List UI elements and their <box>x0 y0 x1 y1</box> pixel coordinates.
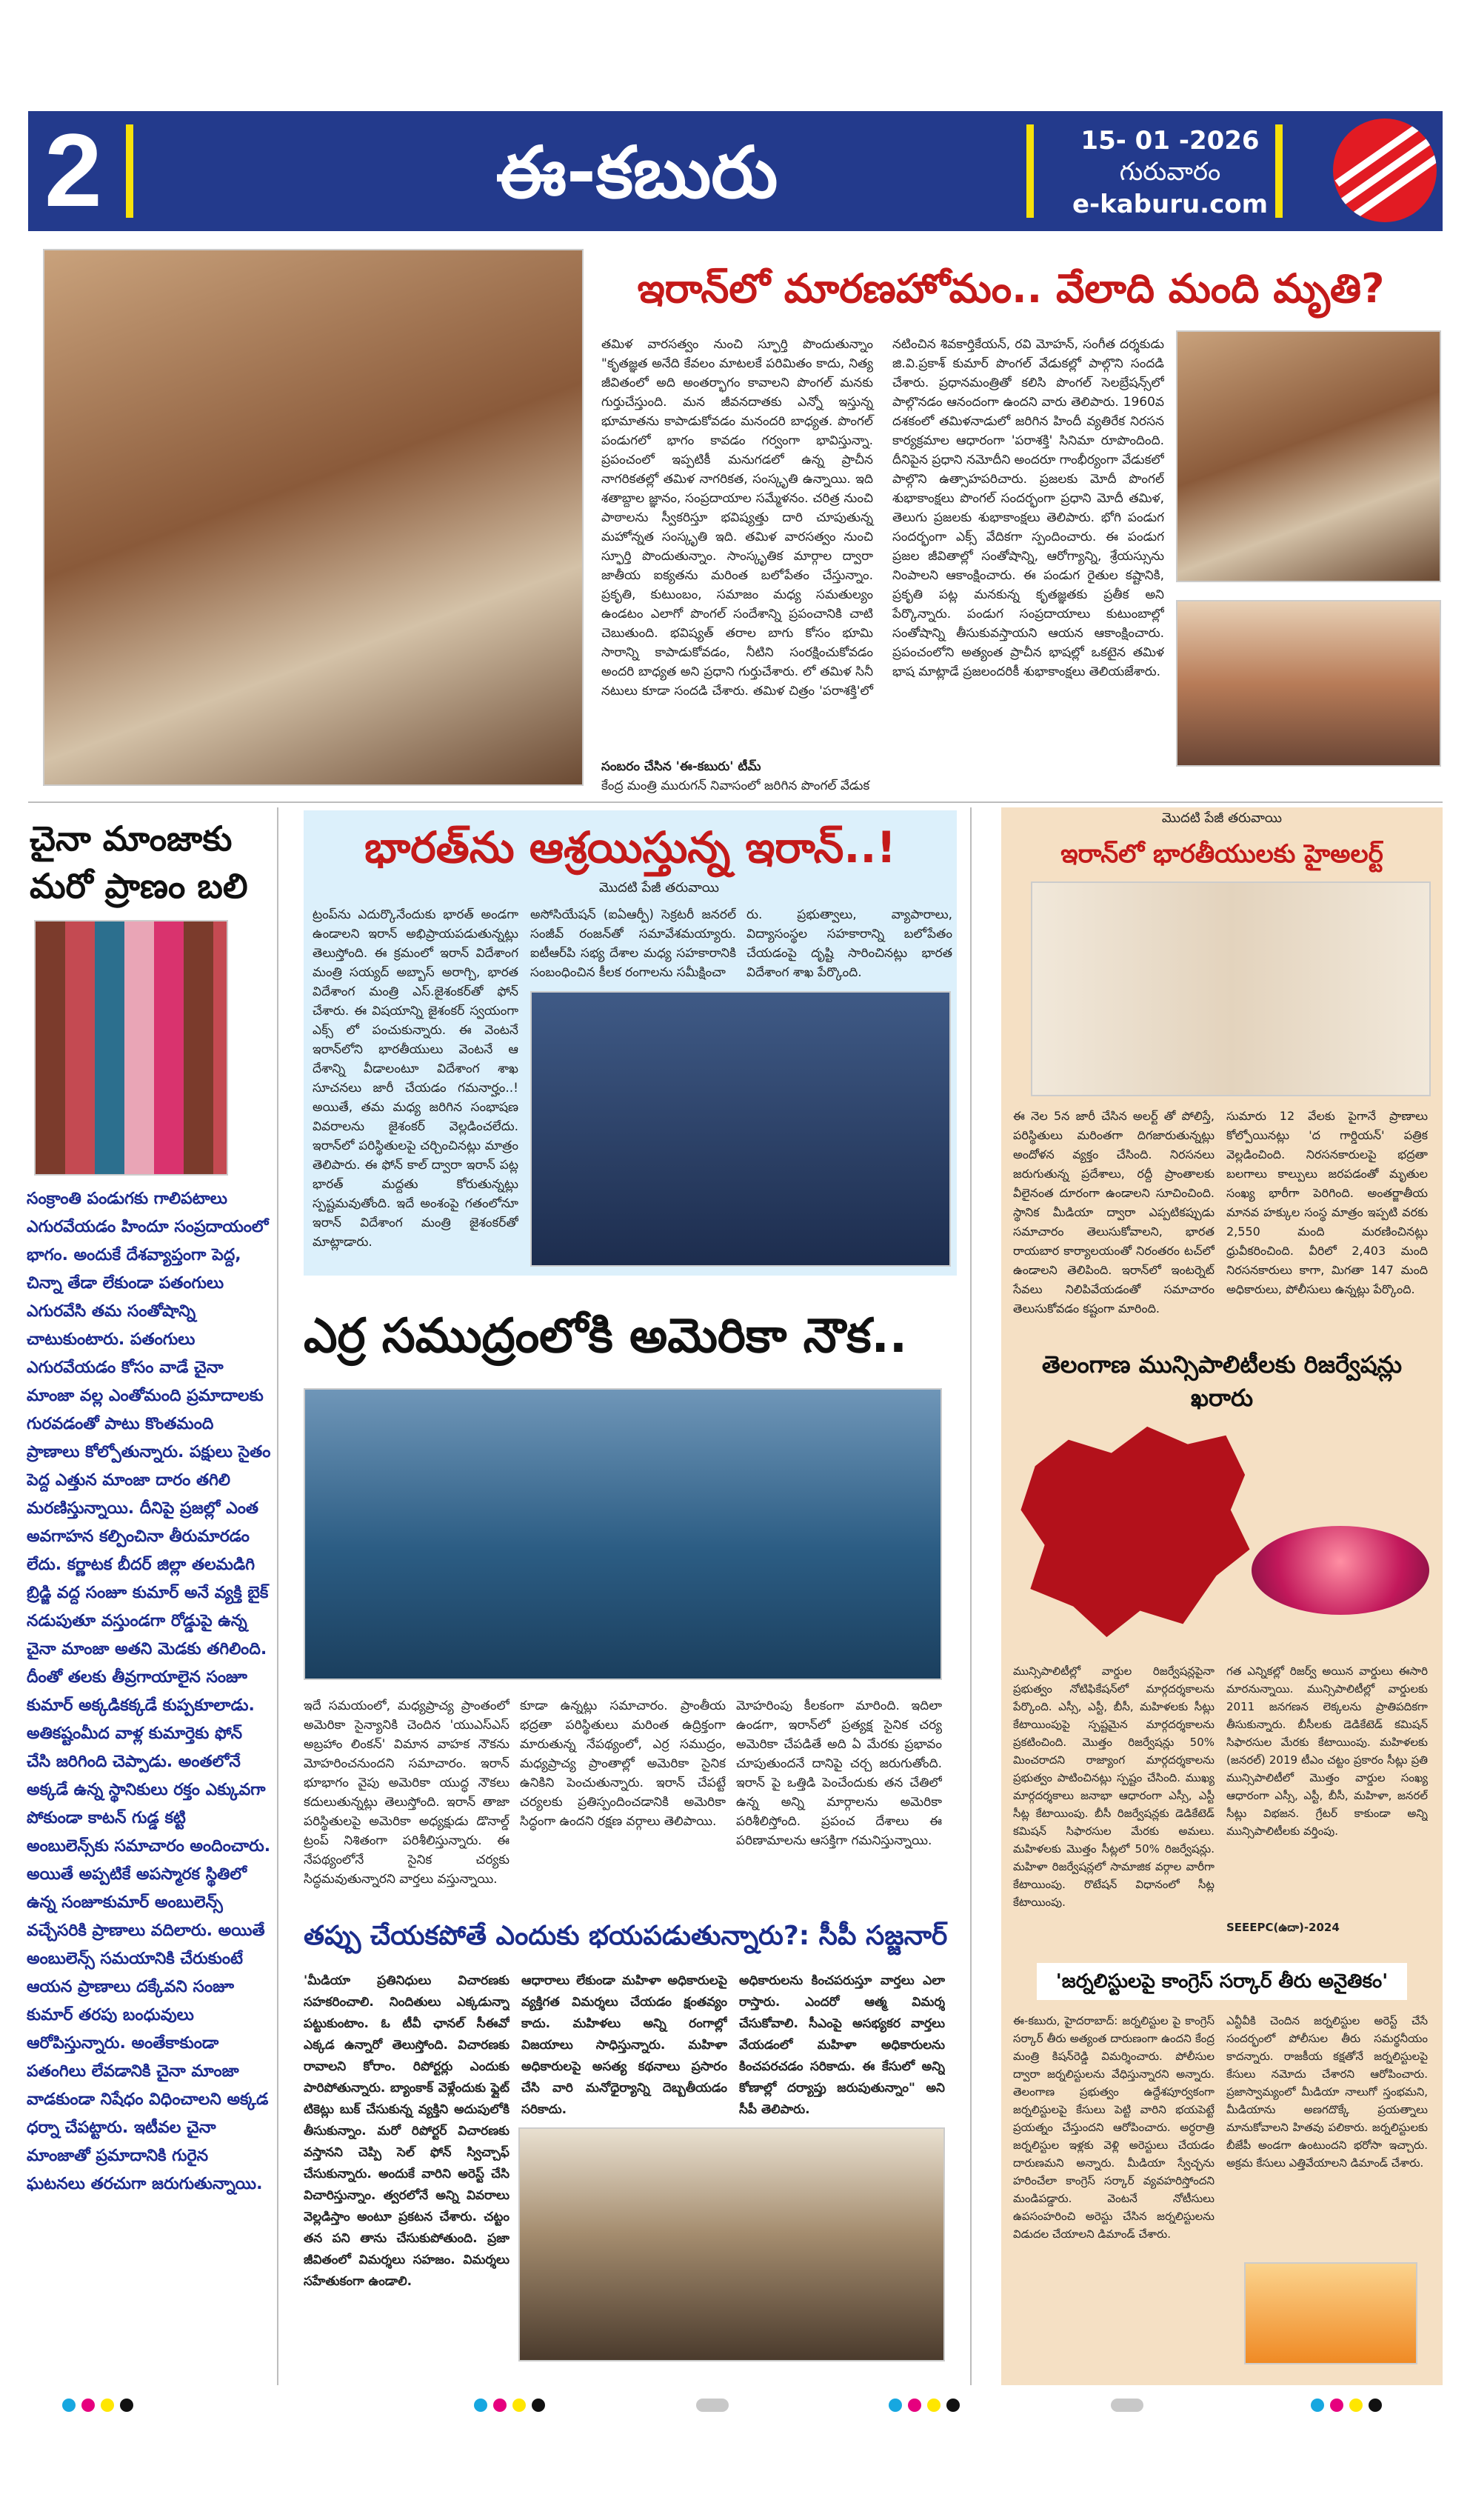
masthead-divider <box>126 124 133 218</box>
continued-tag: మొదటి పేజీ తరువాయి <box>1161 810 1283 826</box>
e-kaburu-logo-icon <box>1333 119 1437 222</box>
top-story-body: తమిళ వారసత్వం నుంచి స్ఫూర్తి పొందుతున్నాం "కృతజ్ఞత అనేది కేవలం మాటలకే పరిమితం కాదు, నిత్య జీవితంలో అది అంతర్భాగం కావాలని పొంగల్ మనకు గుర్తుచేస్తుంది. మన జీవనదాతకు ఎన్నో ఇస్తున్న భూమాతను కాపాడుకోవడం మనందరి బాధ్యత. పొంగల్ పండుగలో భాగం కావడం గర్వంగా భావిస్తున్నా. ప్రపంచంలో ఇప్పటికీ మనుగడలో ఉన్న ప్రాచీన నాగరికతల్లో తమిళ నాగరికత, సంస్కృతి ఉన్నాయి. ఇది శతాబ్దాల జ్ఞానం, సంప్రదాయాల సమ్మేళనం. చరిత్ర నుంచి పాఠాలను స్వీకరిస్తూ భవిష్యత్తు దారి చూపుతున్న మహోన్నత సంస్కృతి ఇది. తమిళ వారసత్వం నుంచి స్ఫూర్తి పొందుతున్నాం. సాంస్కృతిక మార్గాల ద్వారా జాతీయ ఐక్యతను మరింత బలోపేతం చేస్తున్నాం. ప్రకృతి, కుటుంబం, సమాజం మధ్య సమతుల్యం ఉండటం ఎలాగో పొంగల్ సందేశాన్ని ప్రపంచానికి చాటి చెబుతుంది. భవిష్యత్ తరాల బాగు కోసం భూమి సారాన్ని కాపాడుకోవడం, నీటిని సంరక్షించుకోవడం అందరి బాధ్యత అని ప్రధాని గుర్తుచేశారు. లో తమిళ సినీ నటులు కూడా సందడి చేశారు. తమిళ చిత్రం 'పరాశక్తి'లో నటించిన శివకార్తికేయన్, రవి మోహన్, సంగీత దర్శకుడు జి.వి.ప్రకాశ్ కుమార్ పొంగల్ వేడుకల్లో పాల్గొని సందడి చేశారు. ప్రధానమంత్రితో కలిసి పొంగల్ సెలబ్రేషన్స్‌లో పాల్గొనడం ఆనందంగా ఉందని వారు తెలిపారు. 1960వ దశకంలో తమిళనాడులో జరిగిన హిందీ వ్యతిరేక నిరసన కార్యక్రమాల ఆధారంగా 'పరాశక్తి' సినిమా రూపొందింది. దీనిపైన ప్రధాని నమోదీని అందరూ గాంభీర్యంగా వేడుకలో పాల్గొని ఉత్సాహపరిచారు. ప్రజలకు మోదీ పొంగల్ శుభాకాంక్షలు పొంగల్ సందర్భంగా ప్రధాని మోదీ తమిళ, తెలుగు ప్రజలకు శుభాకాంక్షలు తెలిపారు. భోగి పండుగ సందర్భంగా ఎక్స్ వేదికగా స్పందించారు. ఈ పండుగ ప్రజల జీవితాల్లో సంతోషాన్ని, ఆరోగ్యాన్ని, శ్రేయస్సును నింపాలని ఆకాంక్షించారు. ఈ పండుగ రైతుల కష్టానికి, ప్రకృతి పట్ల మనకున్న కృతజ్ఞతకు ప్రతీక అని పేర్కొన్నారు. పండుగ సంప్రదాయాలు కుటుంబాల్లో సంతోషాన్ని తీసుకువస్తాయని ఆయన ఆకాంక్షించారు. ప్రపంచంలోని అత్యంత ప్రాచీన భాషల్లో ఒకటైన తమిళ భాష మాట్లాడే ప్రజలందరికీ శుభాకాంక్షలు తెలియజేశారు. <box>601 337 1164 699</box>
registration-marks <box>474 2399 545 2412</box>
sajjanar-col1: 'మీడియా ప్రతినిధులు విచారణకు సహకరించాలి. నిందితులు ఎక్కడున్నా పట్టుకుంటాం. ఓ టీవీ ఛానల్ సీఈవో ఎక్కడ ఉన్నారో తెలుస్తోంది. విచారణకు రావాలని కోరాం. రిపోర్టర్లు ఎందుకు పారిపోతున్నారు. బ్యాంకాక్ వెళ్లేందుకు ఫ్లైట్ టికెట్లు బుక్ చేసుకున్న వ్యక్తిని అదుపులోకి తీసుకున్నాం. మరో రిపోర్టర్ విచారణకు వస్తానని చెప్పి సెల్ ఫోన్ స్విచ్చాఫ్ చేసుకున్నారు. అందుకే వారిని అరెస్ట్ చేసి విచారిస్తున్నాం. త్వరలోనే అన్ని వివరాలు వెల్లడిస్తాం అంటూ ప్రకటన చేశారు. చట్టం తన పని తాను చేసుకుపోతుంది. ప్రజా జీవితంలో విమర్శలు సహజం. విమర్శలు సహేతుకంగా ఉండాలి. <box>304 1973 510 2289</box>
page-number: 2 <box>44 112 102 228</box>
china-manja-body: సంక్రాంతి పండుగకు గాలిపటాలు ఎగురవేయడం హిందూ సంప్రదాయంలో భాగం. అందుకే దేశవ్యాప్తంగా పెద్ద, చిన్నా తేడా లేకుండా పతంగులు ఎగురవేసి తమ సంతోషాన్ని చాటుకుంటారు. పతంగులు ఎగురవేయడం కోసం వాడే చైనా మాంజా వల్ల ఎంతోమంది ప్రమాదాలకు గురవడంతో పాటు కొంతమంది ప్రాణాలు కోల్పోతున్నారు. పక్షులు సైతం పెద్ద ఎత్తున మాంజా దారం తగిలి మరణిస్తున్నాయి. దీనిపై ప్రజల్లో ఎంత అవగాహన కల్పించినా తీరుమారడం లేదు. కర్ణాటక బీదర్ జిల్లా తలమడిగి బ్రిడ్జి వద్ద సంజూ కుమార్ అనే వ్యక్తి బైక్ నడుపుతూ వస్తుండగా రోడ్డుపై ఉన్న చైనా మాంజా అతని మెడకు తగిలింది. దీంతో తలకు తీవ్రగాయాలైన సంజూ కుమార్ అక్కడికక్కడే కుప్పకూలాడు. అతికష్టంమీద వాళ్ల కుమార్తెకు ఫోన్ చేసి జరిగింది చెప్పాడు. అంతలోనే అక్కడే ఉన్న స్థానికులు రక్తం ఎక్కువగా పోకుండా కాటన్ గుడ్డ కట్టి అంబులెన్స్‌కు సమాచారం అందించారు. అయితే అప్పటికే అపస్మారక స్థితిలో ఉన్న సంజూకుమార్ అంబులెన్స్ వచ్చేసరికి ప్రాణాలు వదిలారు. అయితే అంబులెన్స్ సమయానికి చేరుకుంటే ఆయన ప్రాణాలు దక్కేవని సంజూ కుమార్ తరపు బంధువులు ఆరోపిస్తున్నారు. అంతేకాకుండా పతంగిలు లేవడానికి చైనా మాంజా వాడకుండా నిషేధం విధించాలని అక్కడ ధర్నా చేపట్టారు. ఇటీవల చైనా మాంజాతో ప్రమాదానికి గురైన ఘటనలు తరచుగా జరుగుతున్నాయి. <box>27 1190 271 2193</box>
issue-day: గురువారం <box>1119 157 1221 187</box>
seat-ratio: SEEEPC(ఉదా)-2024 <box>1226 1921 1340 1934</box>
modi-cow-photo <box>1176 330 1441 582</box>
registration-marks <box>696 2399 729 2412</box>
china-manja-headline: చైనా మాంజాకు మరో ప్రాణం బలి <box>30 819 248 906</box>
us-navy-col1: ఇదే సమయంలో, మధ్యప్రాచ్య ప్రాంతంలో అమెరికా సైన్యానికి చెందిన 'యుఎస్ఎస్ అబ్రహాం లింకన్' విమాన వాహక నౌకను మోహరించనుందని సమాచారం. ఇరాన్ భూభాగం వైపు అమెరికా యుద్ధ నౌకలు కదులుతున్నట్లు తెలుస్తోంది. ఇరాన్ తాజా పరిస్థితులపై అమెరికా అధ్యక్షుడు డొనాల్డ్ ట్రంప్ నిశితంగా పరిశీలిస్తున్నారు. ఈ నేపథ్యంలోనే సైనిక చర్యకు సిద్ధమవుతున్నారని వార్తలు వస్తున్నాయి. <box>304 1699 510 1887</box>
masthead-divider <box>1026 124 1034 218</box>
iran-india-col3: రు. ప్రభుత్వాలు, వ్యాపారాలు, విద్యాసంస్థల సహకారాన్ని బలోపేతం చేయడంపై దృష్టి సారించినట్లు భారత విదేశాంగ శాఖ పేర్కొంది. <box>746 907 952 980</box>
brand-title: ఈ-కబురు <box>495 131 778 214</box>
issue-date: 15- 01 -2026 <box>1080 126 1260 156</box>
registration-marks <box>1311 2399 1382 2412</box>
sajjanar-col3: అధికారులను కించపరుస్తూ వార్తలు ఎలా రాస్తారు. ఎందరో ఆత్మ విమర్శ చేసుకోవాలి. సీఎంపై అసభ్యకర వార్తలు వేయడంలో మహిళా అధికారులను కించపరచడం సరికాదు. ఈ కేసులో అన్ని కోణాల్లో దర్యాప్తు జరుపుతున్నాం" అని సీపీ తెలిపారు. <box>739 1973 945 2117</box>
column-divider <box>970 807 972 2385</box>
top-story-caption: కేంద్ర మంత్రి మురుగన్ నివాసంలో జరిగిన పొంగల్ వేడుక <box>601 779 870 793</box>
iran-alert-col1: ఈ నెల 5న జారీ చేసిన అలర్ట్ తో పోలిస్తే, పరిస్థితులు మరింతగా దిగజారుతున్నట్లు అందోళన వ్యక్తం చేసింది. నిరసనలు జరుగుతున్న ప్రదేశాలు, రద్దీ ప్రాంతాలకు వీలైనంత దూరంగా ఉండాలని సూచించింది. స్థానిక మీడియా ద్వారా ఎప్పటికప్పుడు సమాచారం తెలుసుకోవాలని, భారత రాయబార కార్యాలయంతో నిరంతరం టచ్‌లో ఉండాలని తెలిపింది. ఇరాన్‌లో ఇంటర్నెట్ సేవలు నిలిపివేయడంతో సమాచారం తెలుసుకోవడం కష్టంగా మారింది. <box>1013 1109 1215 1316</box>
telangana-headline: తెలంగాణ మున్సిపాలిటీలకు రిజర్వేషన్లు ఖరారు <box>1041 1350 1403 1412</box>
telangana-col1: మున్సిపాలిటీల్లో వార్డుల రిజర్వేషన్లపైనా ప్రభుత్వం నోటిఫికేషన్‌లో మార్గదర్శకాలను పేర్కొంది. ఎస్సీ, ఎస్టీ, బీసీ, మహిళలకు సీట్లు కేటాయింపుపై స్పష్టమైన మార్గదర్శకాలను ప్రకటించింది. మొత్తం రిజర్వేషన్లు 50% మించరాదని రాజ్యాంగ మార్గదర్శకాలను ప్రభుత్వం పాటించినట్లు స్పష్టం చేసింది. ముఖ్య మార్గదర్శకాలు జనాభా ఆధారంగా ఎస్సీ, ఎస్టీ సీట్ల కేటాయింపు. బీసీ రిజర్వేషన్లకు డెడికేటెడ్ కమిషన్ సిఫారసుల మేరకు అమలు. మహిళలకు మొత్తం సీట్లలో 50% రిజర్వేషన్లు. మహిళా రిజర్వేషన్లలో సామాజిక వర్గాల వారీగా కేటాయింపు. రొటేషన్ విధానంలో సీట్ల కేటాయింపు. <box>1013 1664 1215 1909</box>
manja-threads-photo <box>34 920 228 1176</box>
column-divider <box>277 807 278 2385</box>
us-navy-headline: ఎర్ర సముద్రంలోకి అమెరికా నౌక.. <box>304 1309 908 1364</box>
iran-india-headline: భారత్‌ను ఆశ్రయిస్తున్న ఇరాన్..! <box>364 822 896 873</box>
journalists-col1: ఈ-కబురు, హైదరాబాద్: జర్నలిస్టుల పై కాంగ్రెస్ సర్కార్ తీరు అత్యంత దారుణంగా ఉందని కేంద్ర మంత్రి కిషన్‌రెడ్డి విమర్శించారు. పోలీసుల ద్వారా జర్నలిస్టులను వేధిస్తున్నారని అన్నారు. తెలంగాణ ప్రభుత్వం ఉద్దేశపూర్వకంగా జర్నలిస్టులపై కేసులు పెట్టి వారిని భయపెట్టే ప్రయత్నం చేస్తుందని ఆరోపించారు. అర్ధరాత్రి జర్నలిస్టుల ఇళ్లకు వెళ్లి అరెస్టులు చేయడం దారుణమని అన్నారు. మీడియా స్వేచ్ఛను హరించేలా కాంగ్రెస్ సర్కార్ వ్యవహరిస్తోందని మండిపడ్డారు. వెంటనే నోటీసులు ఉపసంహరించి అరెస్టు చేసిన జర్నలిస్టులను విడుదల చేయాలని డిమాండ్ చేశారు. <box>1013 2014 1215 2241</box>
iran-india-col2: అసోసియేషన్ (ఐఏఆర్పీ) సెక్రటరీ జనరల్ సంజీవ్ రంజన్‌తో సమావేశమయ్యారు. ఐటీఆర్‌పి సభ్య దేశాల మధ్య సహకారానికి సంబంధించిన కీలక రంగాలను సమీక్షించా <box>530 907 736 980</box>
sajjanar-headline: తప్పు చేయకపోతే ఎందుకు భయపడుతున్నారు?: సీపీ సజ్జనార్ <box>304 1921 948 1951</box>
telangana-col2: గత ఎన్నికల్లో రిజర్వ్ అయిన వార్డులు ఈసారి మారనున్నాయి. మున్సిపాలిటీల్లో వార్డులకు 2011 జనగణన లెక్కలను ప్రాతిపదికగా తీసుకున్నారు. బీసీలకు డెడికేటెడ్ కమిషన్ సిఫారసుల మేరకు కేటాయింపు. మహిళలకు (జనరల్) 2019 టీఎం చట్టం ప్రకారం సీట్లు ప్రతి మున్సిపాలిటీలో మొత్తం వార్డుల సంఖ్య ఆధారంగా ఎస్సీ, ఎస్టీ, బీసీ, మహిళా, జనరల్ సీట్లు విభజన. గ్రేటర్ కాకుండా అన్ని మున్సిపాలిటీలకు వర్తింపు. <box>1226 1664 1428 1838</box>
ministers-handshake-photo <box>530 991 951 1267</box>
registration-marks <box>62 2399 133 2412</box>
journalists-col2: ఎన్టీవీకి చెందిన జర్నలిస్టుల అరెస్ట్ చేసే సందర్భంలో పోలీసుల తీరు సమర్థనీయం కాదన్నారు. రాజకీయ కక్షతోనే జర్నలిస్టులపై కేసులు నమోదు చేశారని ఆరోపించారు. ప్రజాస్వామ్యంలో మీడియా నాలుగో స్తంభమని, మీడియాను అణగదొక్కే ప్రయత్నాలు మానుకోవాలని హితవు పలికారు. జర్నలిస్టులకు బీజేపీ అండగా ఉంటుందని భరోసా ఇచ్చారు. అక్రమ కేసులు ఎత్తివేయాలని డిమాండ్ చేశారు. <box>1226 2014 1428 2170</box>
event-audience-photo <box>1176 600 1441 767</box>
kishan-reddy-photo <box>1244 2262 1417 2364</box>
sajjanar-col2: ఆధారాలు లేకుండా మహిళా అధికారులపై వ్యక్తిగత విమర్శలు చేయడం క్షంతవ్యం కాదు. మహిళలు అన్ని రంగాల్లో విజయాలు సాధిస్తున్నారు. మహిళా అధికారులపై అసత్య కథనాలు ప్రసారం చేసి వారి మనోధైర్యాన్ని దెబ్బతీయడం సరికాదు. <box>521 1973 727 2117</box>
us-navy-col3: మోహరింపు కీలకంగా మారింది. ఇదిలా ఉండగా, ఇరాన్‌లో ప్రత్యక్ష సైనిక చర్య అమెరికా చేపడితే అది ఏ మేరకు ప్రభావం చూపుతుందనే దానిపై చర్చ జరుగుతోంది. ఇరాన్ పై ఒత్తిడి పెంచేందుకు తన చేతిలో ఉన్న అన్ని మార్గాలను అమెరికా పరిశీలిస్తోంది. ప్రపంచ దేశాలు ఈ పరిణామాలను ఆసక్తిగా గమనిస్తున్నాయి. <box>736 1699 942 1848</box>
iran-alert-col2: సుమారు 12 వేలకు పైగానే ప్రాణాలు కోల్పోయినట్లు 'ద గార్డియన్' పత్రిక వెల్లడించింది. నిరసనకారులపై భద్రతా బలగాలు కాల్పులు జరపడంతో మృతుల సంఖ్య భారీగా పెరిగింది. అంతర్జాతీయ మానవ హక్కుల సంస్థ మాత్రం ఇప్పటి వరకు 2,550 మంది మరణించినట్లు ధ్రువీకరించింది. వీరిలో 2,403 మంది నిరసనకారులు కాగా, మిగతా 147 మంది అధికారులు, పోలీసులు ఉన్నట్లు పేర్కొంది. <box>1226 1109 1428 1296</box>
us-navy-col2: కూడా ఉన్నట్లు సమాచారం. ప్రాంతీయ భద్రతా పరిస్థితులు మరింత ఉద్రిక్తంగా మారుతున్న నేపథ్యంలో, ఎర్ర సముద్రం, మధ్యప్రాచ్య ప్రాంతాల్లో అమెరికా సైనిక ఉనికిని పెంచుతున్నారు. ఇరాన్ చేపట్టే చర్యలకు ప్రతిస్పందించడానికి అమెరికా సిద్ధంగా ఉందని రక్షణ వర్గాలు తెలిపాయి. <box>520 1699 726 1829</box>
iran-alert-headline: ఇరాన్‌లో భారతీయులకు హైఅలర్ట్ <box>1060 839 1383 869</box>
top-story-signoff: సంబరం చేసిన 'ఈ-కబురు' టీమ్ <box>601 759 761 774</box>
trump-khamenei-cartoon <box>1031 881 1431 1096</box>
aircraft-carrier-photo <box>304 1388 942 1680</box>
website-url[interactable]: e-kaburu.com <box>1072 190 1269 219</box>
masthead-divider <box>1275 124 1283 218</box>
top-story-headline: ఇరాన్‌లో మారణహోమం.. వేలాది మంది మృతి? <box>637 265 1385 312</box>
registration-marks <box>1111 2399 1143 2412</box>
sajjanar-press-photo <box>518 2127 945 2361</box>
reservation-pie-graphic <box>1252 1526 1429 1615</box>
journalists-headline: 'జర్నలిస్టులపై కాంగ్రెస్ సర్కార్ తీరు అనైతికం' <box>1055 1970 1389 1993</box>
pongal-celebration-photo <box>43 249 584 786</box>
continued-tag: మొదటి పేజీ తరువాయి <box>598 880 720 896</box>
registration-marks <box>889 2399 960 2412</box>
iran-india-col1: ట్రంప్‌ను ఎదుర్కొనేందుకు భారత్ అండగా ఉండాలని ఇరాన్ అభిప్రాయపడుతున్నట్లు తెలుస్తోంది. ఈ క్రమంలో ఇరాన్ విదేశాంగ మంత్రి సయ్యద్ అబ్బాస్ అరాగ్చి, భారత విదేశాంగ మంత్రి ఎస్.జైశంకర్‌తో ఫోన్ చేశారు. ఈ విషయాన్ని జైశంకర్ స్వయంగా ఎక్స్ లో పంచుకున్నారు. ఈ వెంటనే ఇరాన్‌లోని భారతీయులు వెంటనే ఆ దేశాన్ని వీడాలంటూ విదేశాంగ శాఖ సూచనలు జారీ చేయడం గమనార్హం..! అయితే, తమ మధ్య జరిగిన సంభాషణ వివరాలను జైశంకర్ వెల్లడించలేదు. ఇరాన్‌లో పరిస్థితులపై చర్చించినట్లు మాత్రం తెలిపారు. ఈ ఫోన్ కాల్ ద్వారా ఇరాన్ పట్ల భారత్ మద్దతు కోరుతున్నట్లు స్పష్టమవుతోంది. ఇదే అంశంపై గతంలోనూ ఇరాన్ విదేశాంగ మంత్రి జైశంకర్‌తో మాట్లాడారు. <box>313 907 518 1250</box>
section-divider <box>28 801 1443 803</box>
